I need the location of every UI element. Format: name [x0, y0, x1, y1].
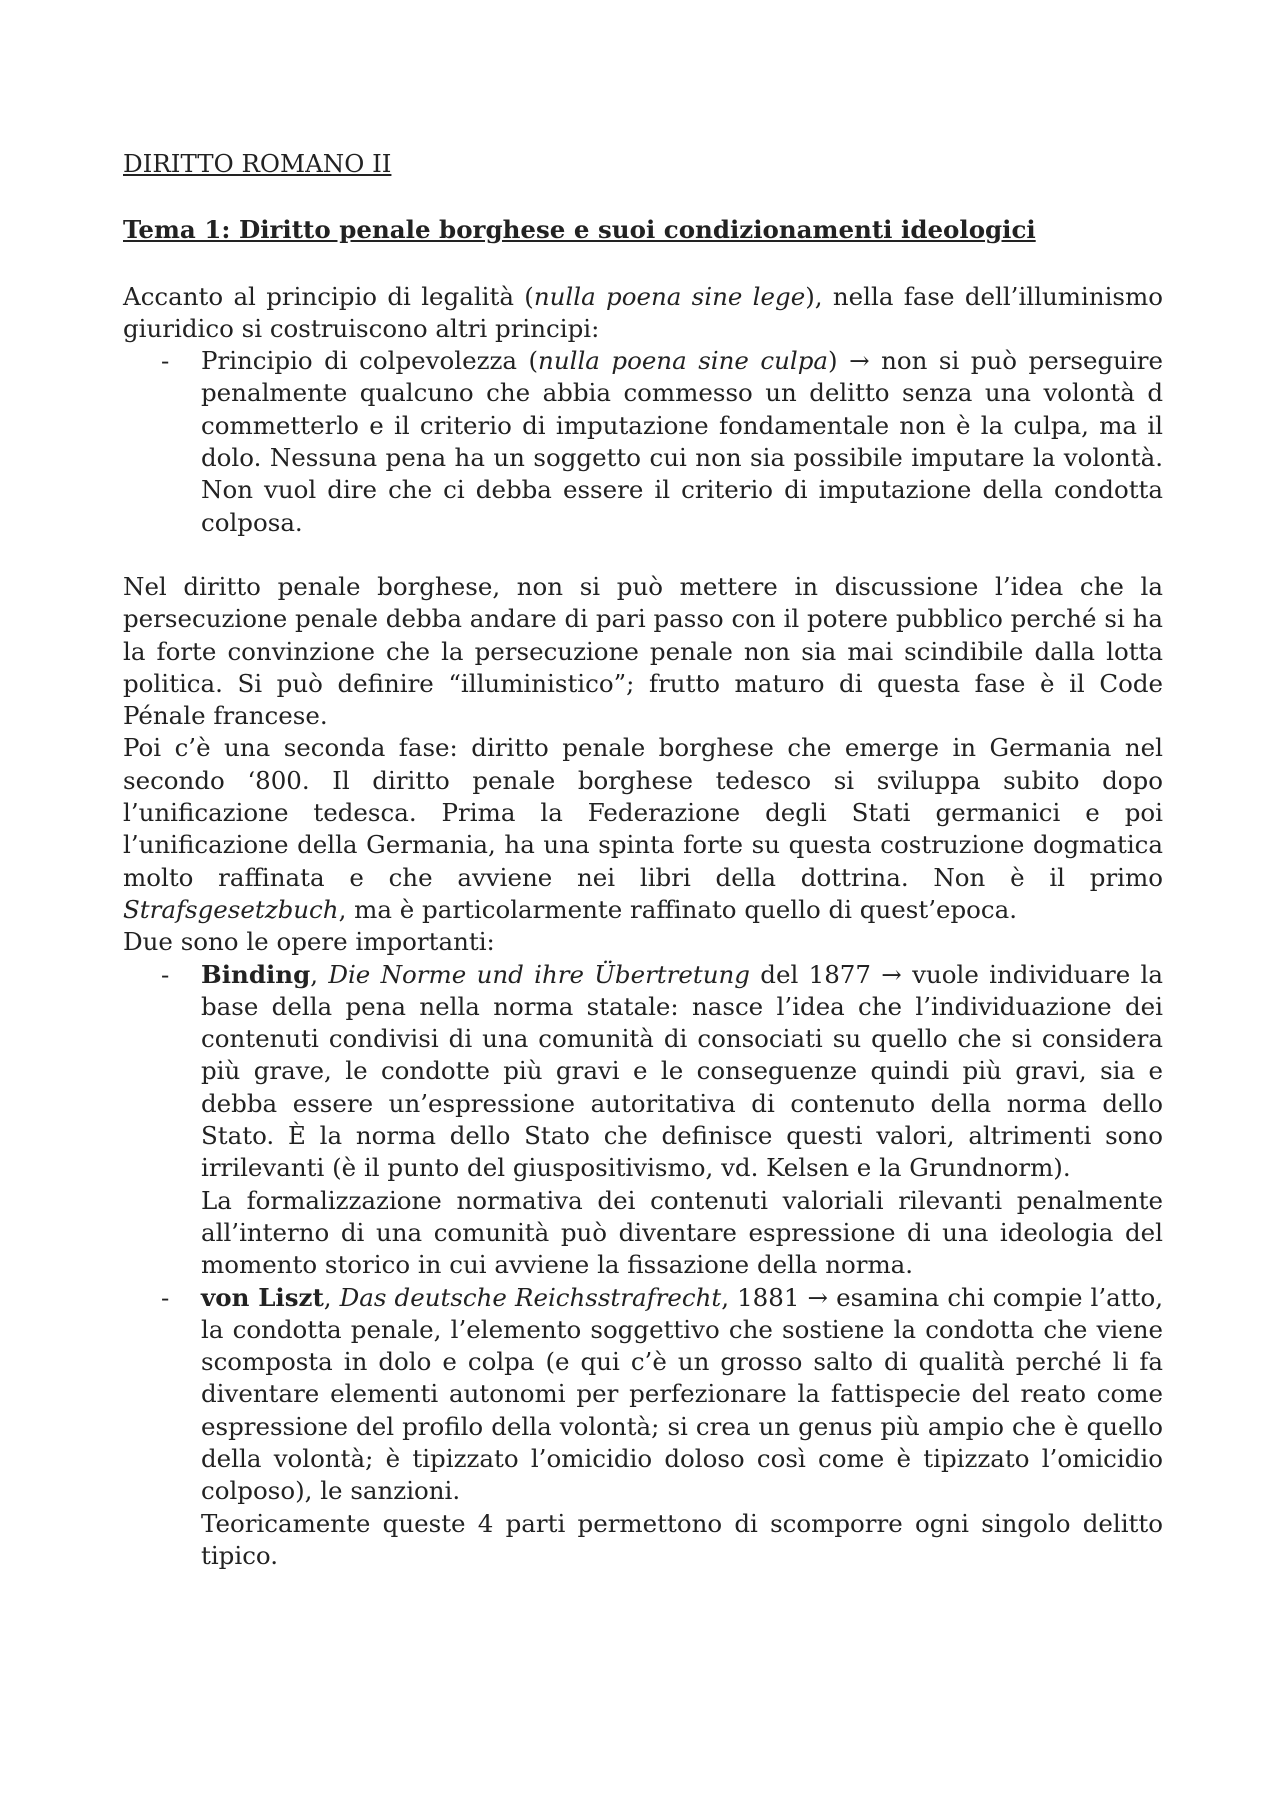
principle-text-pre: Principio di colpevolezza ( [201, 346, 539, 376]
binding-description: del 1877 → vuole individuare la base della pena nella norma statale: nasce l’idea che l’individuazione dei contenuti condivisi di una comunità di consociati su quello che si considera più grave, le condotte più gravi e le conseguenze quindi più gravi, sia e debba essere un’espressione autoritativa di contenuto della norma dello Stato. È la norma dello Stato che definisce questi valori, altrimenti sono irrilevanti (è il punto del giuspositivismo, vd. Kelsen e la Grundnorm). [201, 959, 1164, 1183]
intro-text-pre: Accanto al principio di legalità ( [123, 281, 534, 311]
separator: , [323, 1282, 340, 1312]
theme-heading: Tema 1: Diritto penale borghese e suoi condizionamenti ideologici [123, 215, 1036, 245]
book-title-binding: Die Norme und ihre Übertretung [328, 959, 750, 989]
document-page [123, 148, 1163, 1572]
von-liszt-description: , 1881 → esamina chi compie l’atto, la condotta penale, l’elemento soggettivo che sostiene la condotta che viene scomposta in dolo e colpa (e qui c’è un grosso salto di qualità perché li fa diventare elementi autonomi per perfezionare la fattispecie del reato come espressione del profilo della volontà; si crea un genus più ampio che è quello della volontà; è tipizzato l’omicidio doloso così come è tipizzato l’omicidio colposo), le sanzioni. [201, 1282, 1163, 1506]
list-item-von-liszt [123, 1282, 1163, 1573]
intro-latin: nulla poena sine lege [533, 281, 806, 311]
paragraph-second-phase [123, 732, 1163, 926]
document-title: DIRITTO ROMANO II [123, 149, 392, 178]
separator: , [310, 959, 329, 989]
book-title-von-liszt: Das deutsche Reichsstrafrecht [339, 1282, 722, 1312]
list-dash: - [161, 959, 170, 989]
author-binding: Binding [201, 959, 311, 989]
works-list [123, 959, 1163, 1573]
binding-extra: La formalizzazione normativa dei contenuti valoriali rilevanti penalmente all’interno di una comunità può diventare espressione di una ideologia del momento storico in cui avviene la fissazione della norma. [201, 1185, 1163, 1280]
list-item-binding [123, 959, 1163, 1282]
principle-latin: nulla poena sine culpa [538, 346, 829, 376]
paragraph-bourgeois-law: Nel diritto penale borghese, non si può mettere in discussione l’idea che la persecuzione penale debba andare di pari passo con il potere pubblico perché si ha la forte convinzione che la persecuzione penale non sia mai scindibile dalla lotta politica. Si può definire “illuministico”; frutto maturo di questa fase è il Code Pénale francese. [123, 571, 1163, 731]
works-intro: Due sono le opere importanti: [123, 927, 495, 957]
second-phase-text-pre: Poi c’è una seconda fase: diritto penale borghese che emerge in Germania nel secondo ‘800. Il diritto penale borghese tedesco si sviluppa subito dopo l’unificazione tedesca. Prima la Federazione degli Stati germanici e poi l’unificazione della Germania, ha una spinta forte su questa costruzione dogmatica molto raffinata e che avviene nei libri della dottrina. Non è il primo [123, 733, 1163, 892]
second-phase-text-post: , ma è particolarmente raffinato quello di quest’epoca. [338, 894, 1018, 924]
principle-text-post: ) → non si può perseguire penalmente qualcuno che abbia commesso un delitto senza una volontà d commetterlo e il criterio di imputazione fondamentale non è la culpa, ma il dolo. Nessuna pena ha un soggetto cui non sia possibile imputare la volontà. Non vuol dire che ci debba essere il criterio di imputazione della condotta colposa. [201, 346, 1163, 537]
list-dash: - [161, 1282, 170, 1312]
von-liszt-extra: Teoricamente queste 4 parti permettono di scomporre ogni singolo delitto tipico. [201, 1508, 1163, 1570]
author-von-liszt: von Liszt [201, 1282, 324, 1312]
intro-paragraph [123, 281, 1163, 346]
strafgesetzbuch-term: Strafsgesetzbuch [123, 894, 339, 924]
intro-text-post: ), nella fase dell’illuminismo giuridico si costruiscono altri principi: [123, 281, 1163, 343]
list-item-principle [123, 345, 1163, 539]
principles-list [123, 345, 1163, 539]
list-dash: - [161, 346, 170, 376]
